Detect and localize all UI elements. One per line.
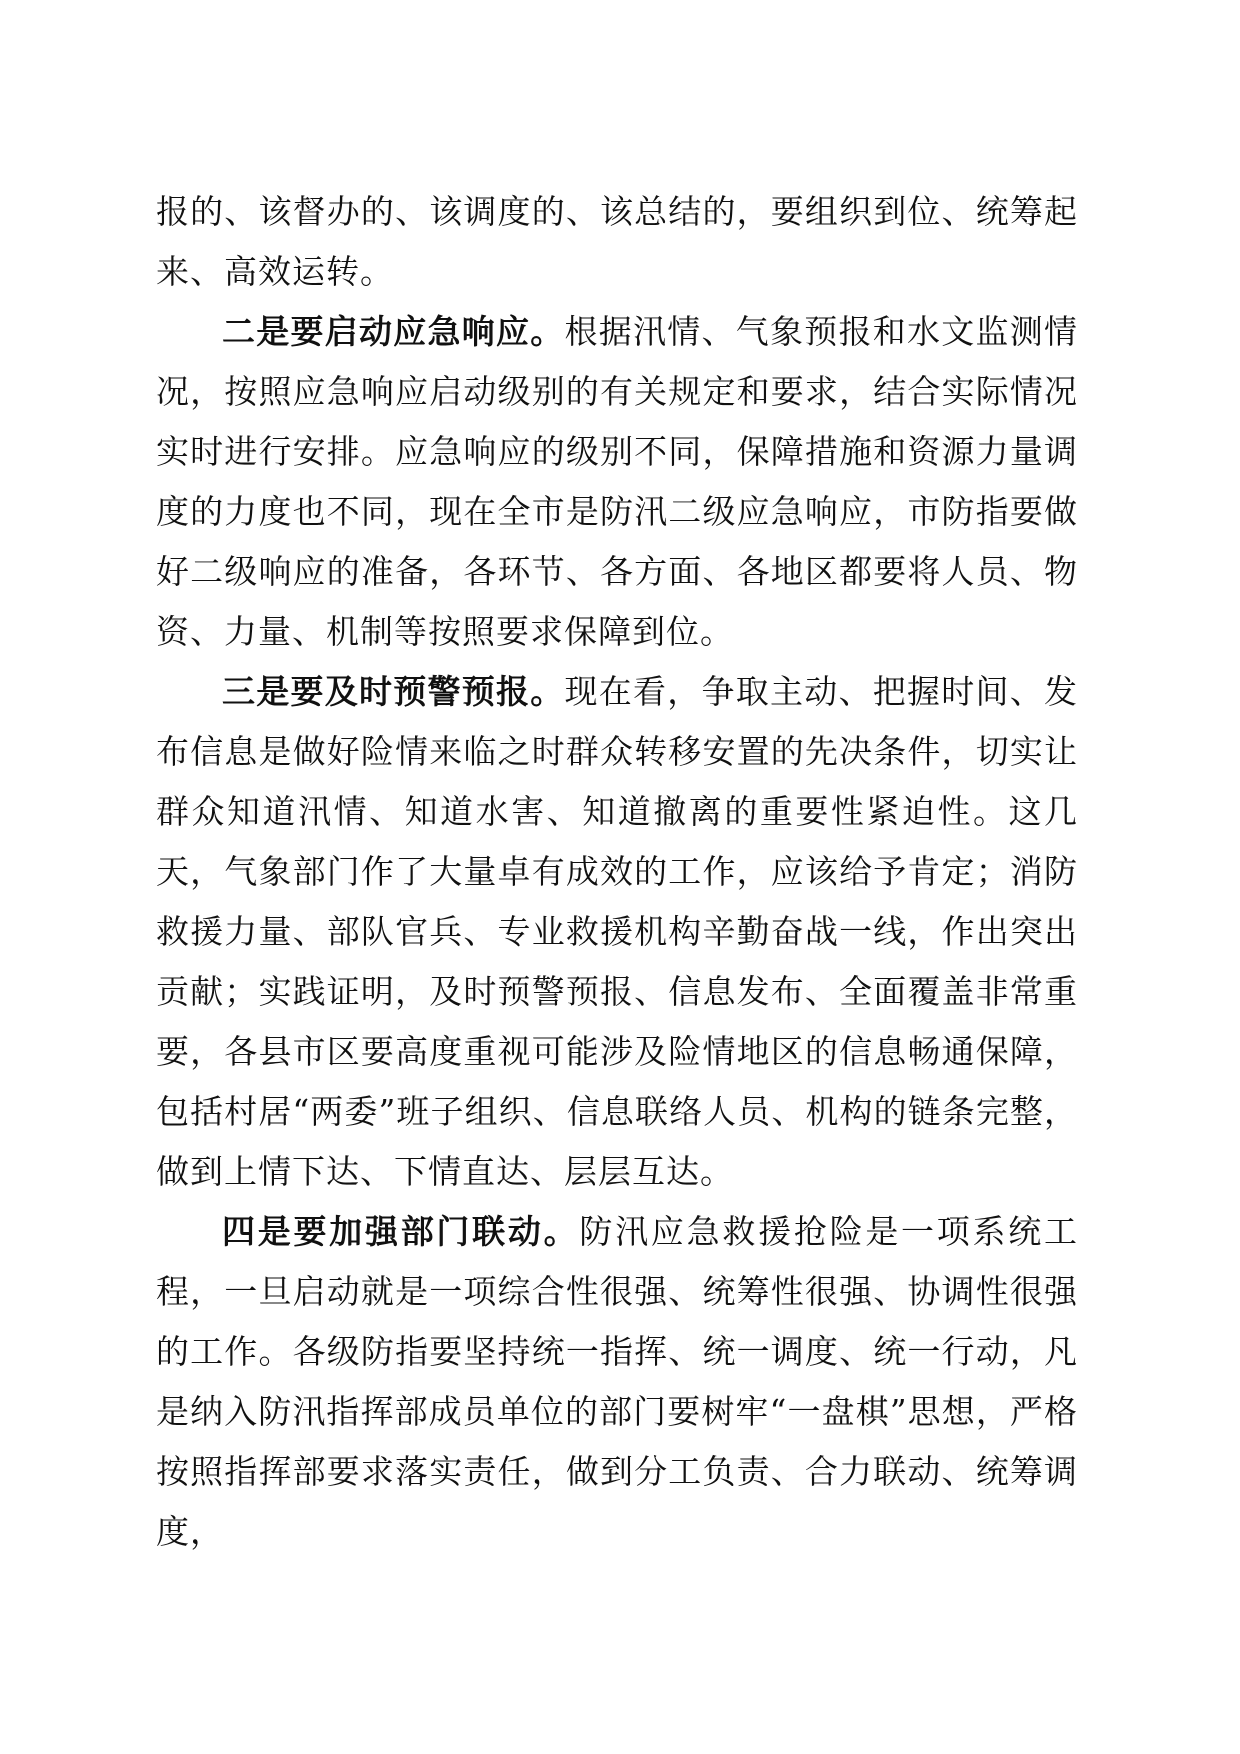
document-body <box>156 182 1078 1562</box>
paragraph-4 <box>156 1202 1078 1562</box>
paragraph-text: 现在看，争取主动、把握时间、发布信息是做好险情来临之时群众转移安置的先决条件，切实让群众知道汛情、知道水害、知道撤离的重要性紧迫性。这几天，气象部门作了大量卓有成效的工作，应该给予肯定；消防救援力量、部队官兵、专业救援机构辛勤奋战一线，作出突出贡献；实践证明，及时预警预报、信息发布、全面覆盖非常重要，各县市区要高度重视可能涉及险情地区的信息畅通保障，包括村居“两委”班子组织、信息联络人员、机构的链条完整，做到上情下达、下情直达、层层互达。 <box>156 672 1078 1191</box>
paragraph-3 <box>156 662 1078 1202</box>
paragraph-text: 防汛应急救援抢险是一项系统工程，一旦启动就是一项综合性很强、统筹性很强、协调性很强的工作。各级防指要坚持统一指挥、统一调度、统一行动，凡是纳入防汛指挥部成员单位的部门要树牢“一盘棋”思想，严格按照指挥部要求落实责任，做到分工负责、合力联动、统筹调度， <box>156 1212 1079 1551</box>
paragraph-heading: 四是要加强部门联动。 <box>222 1212 580 1251</box>
paragraph-heading: 二是要启动应急响应。 <box>222 312 565 351</box>
paragraph-heading: 三是要及时预警预报。 <box>222 672 565 711</box>
paragraph-text: 报的、该督办的、该调度的、该总结的，要组织到位、统筹起来、高效运转。 <box>156 192 1078 291</box>
paragraph-2 <box>156 302 1078 662</box>
paragraph-1 <box>156 182 1078 302</box>
paragraph-text: 根据汛情、气象预报和水文监测情况，按照应急响应启动级别的有关规定和要求，结合实际情况实时进行安排。应急响应的级别不同，保障措施和资源力量调度的力度也不同，现在全市是防汛二级应急响应，市防指要做好二级响应的准备，各环节、各方面、各地区都要将人员、物资、力量、机制等按照要求保障到位。 <box>156 312 1078 651</box>
